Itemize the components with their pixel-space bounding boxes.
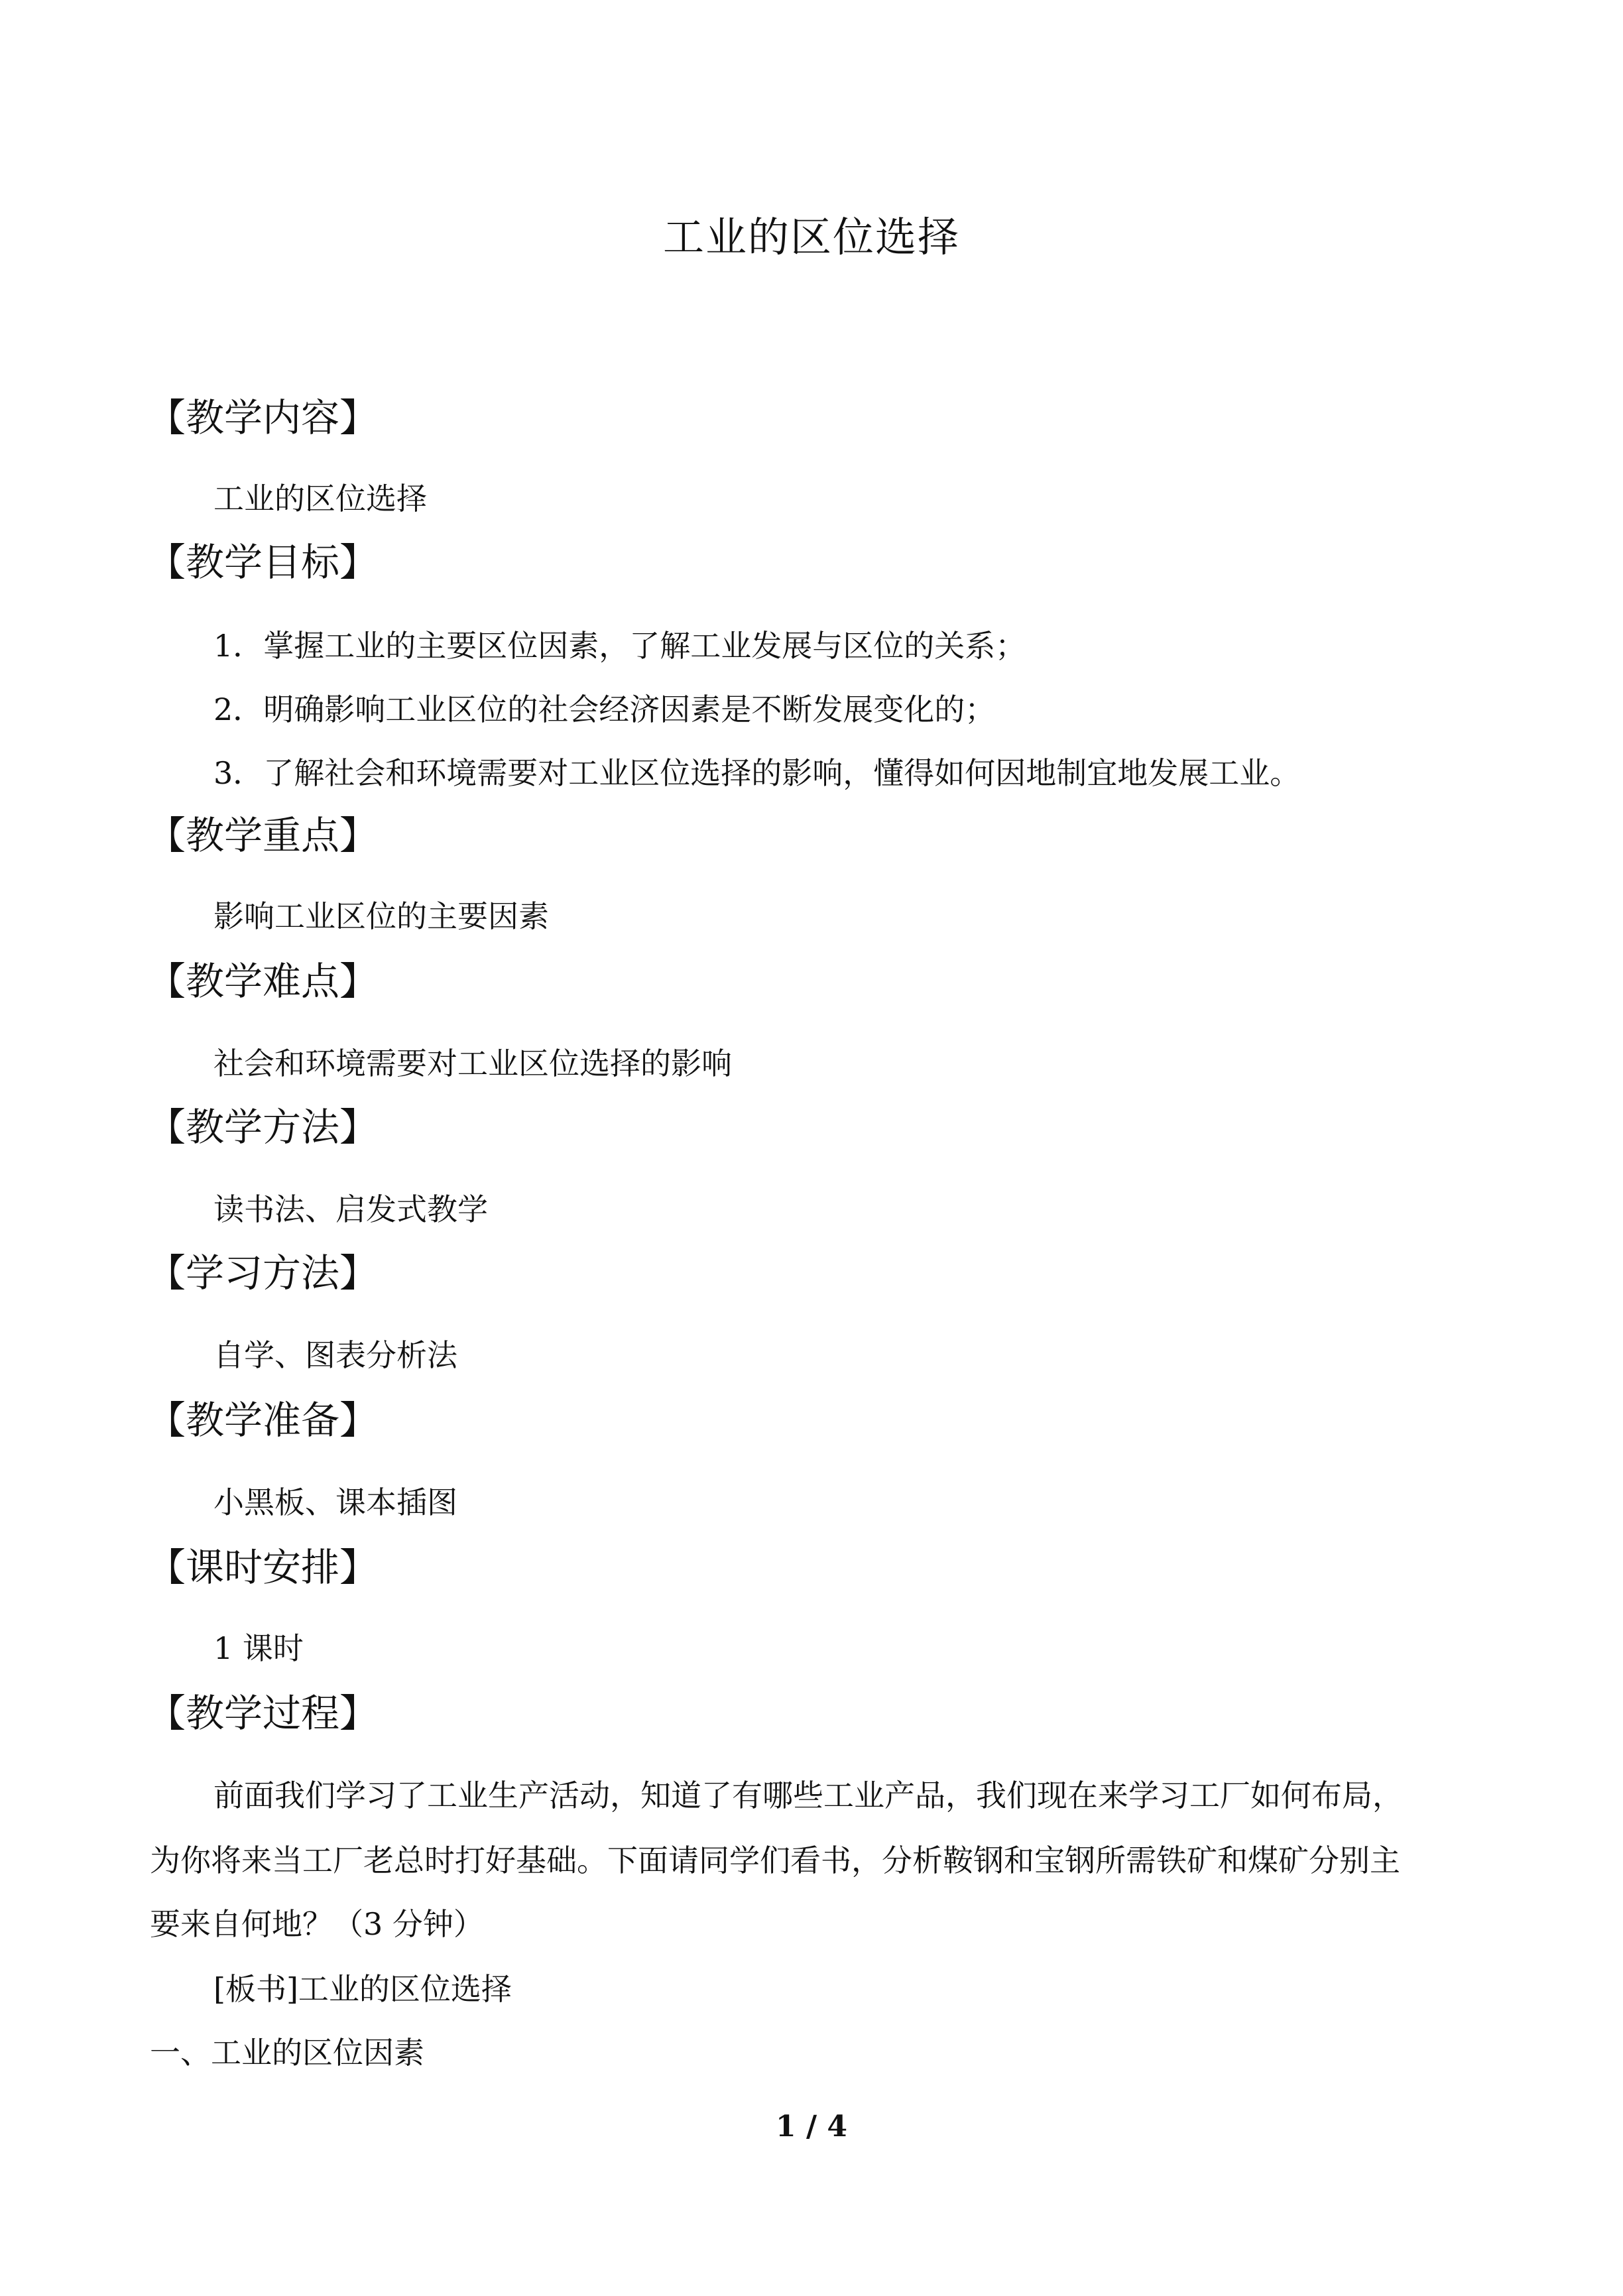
objective-item: 2．明确影响工业区位的社会经济因素是不断发展变化的； xyxy=(213,692,996,727)
objective-item: 1．掌握工业的主要区位因素，了解工业发展与区位的关系； xyxy=(213,628,1026,664)
section-body-difficulties: 社会和环境需要对工业区位选择的影响 xyxy=(213,1046,732,1081)
section-heading-difficulties: 【教学难点】 xyxy=(147,959,379,1004)
objective-item: 3．了解社会和环境需要对工业区位选择的影响，懂得如何因地制宜地发展工业。 xyxy=(213,755,1301,791)
board-note: [板书]工业的区位选择 xyxy=(213,1971,512,2007)
page-number: 1 / 4 xyxy=(776,2110,847,2144)
section-heading-content: 【教学内容】 xyxy=(147,395,379,440)
section-heading-preparation: 【教学准备】 xyxy=(147,1398,379,1443)
process-paragraph-line: 要来自何地？（3 分钟） xyxy=(150,1906,484,1942)
section-heading-learning-methods: 【学习方法】 xyxy=(147,1250,379,1296)
section-body-teaching-methods: 读书法、启发式教学 xyxy=(213,1191,488,1227)
process-paragraph-line: 前面我们学习了工业生产活动，知道了有哪些工业产品，我们现在来学习工厂如何布局， xyxy=(213,1778,1403,1813)
section-body-schedule: 1 课时 xyxy=(213,1630,304,1666)
section-body-content: 工业的区位选择 xyxy=(213,481,427,516)
section-heading-process: 【教学过程】 xyxy=(147,1691,379,1736)
section-body-learning-methods: 自学、图表分析法 xyxy=(213,1337,457,1373)
section-heading-objectives: 【教学目标】 xyxy=(147,540,379,585)
process-paragraph-line: 为你将来当工厂老总时打好基础。下面请同学们看书，分析鞍钢和宝钢所需铁矿和煤矿分别主 xyxy=(150,1843,1400,1878)
section-heading-schedule: 【课时安排】 xyxy=(147,1545,379,1590)
section-heading-key-points: 【教学重点】 xyxy=(147,813,379,858)
section-body-preparation: 小黑板、课本插图 xyxy=(213,1484,457,1520)
section-heading-teaching-methods: 【教学方法】 xyxy=(147,1105,379,1150)
document-title: 工业的区位选择 xyxy=(662,213,960,261)
process-subheading: 一、工业的区位因素 xyxy=(150,2035,424,2071)
section-body-key-points: 影响工业区位的主要因素 xyxy=(213,898,549,934)
